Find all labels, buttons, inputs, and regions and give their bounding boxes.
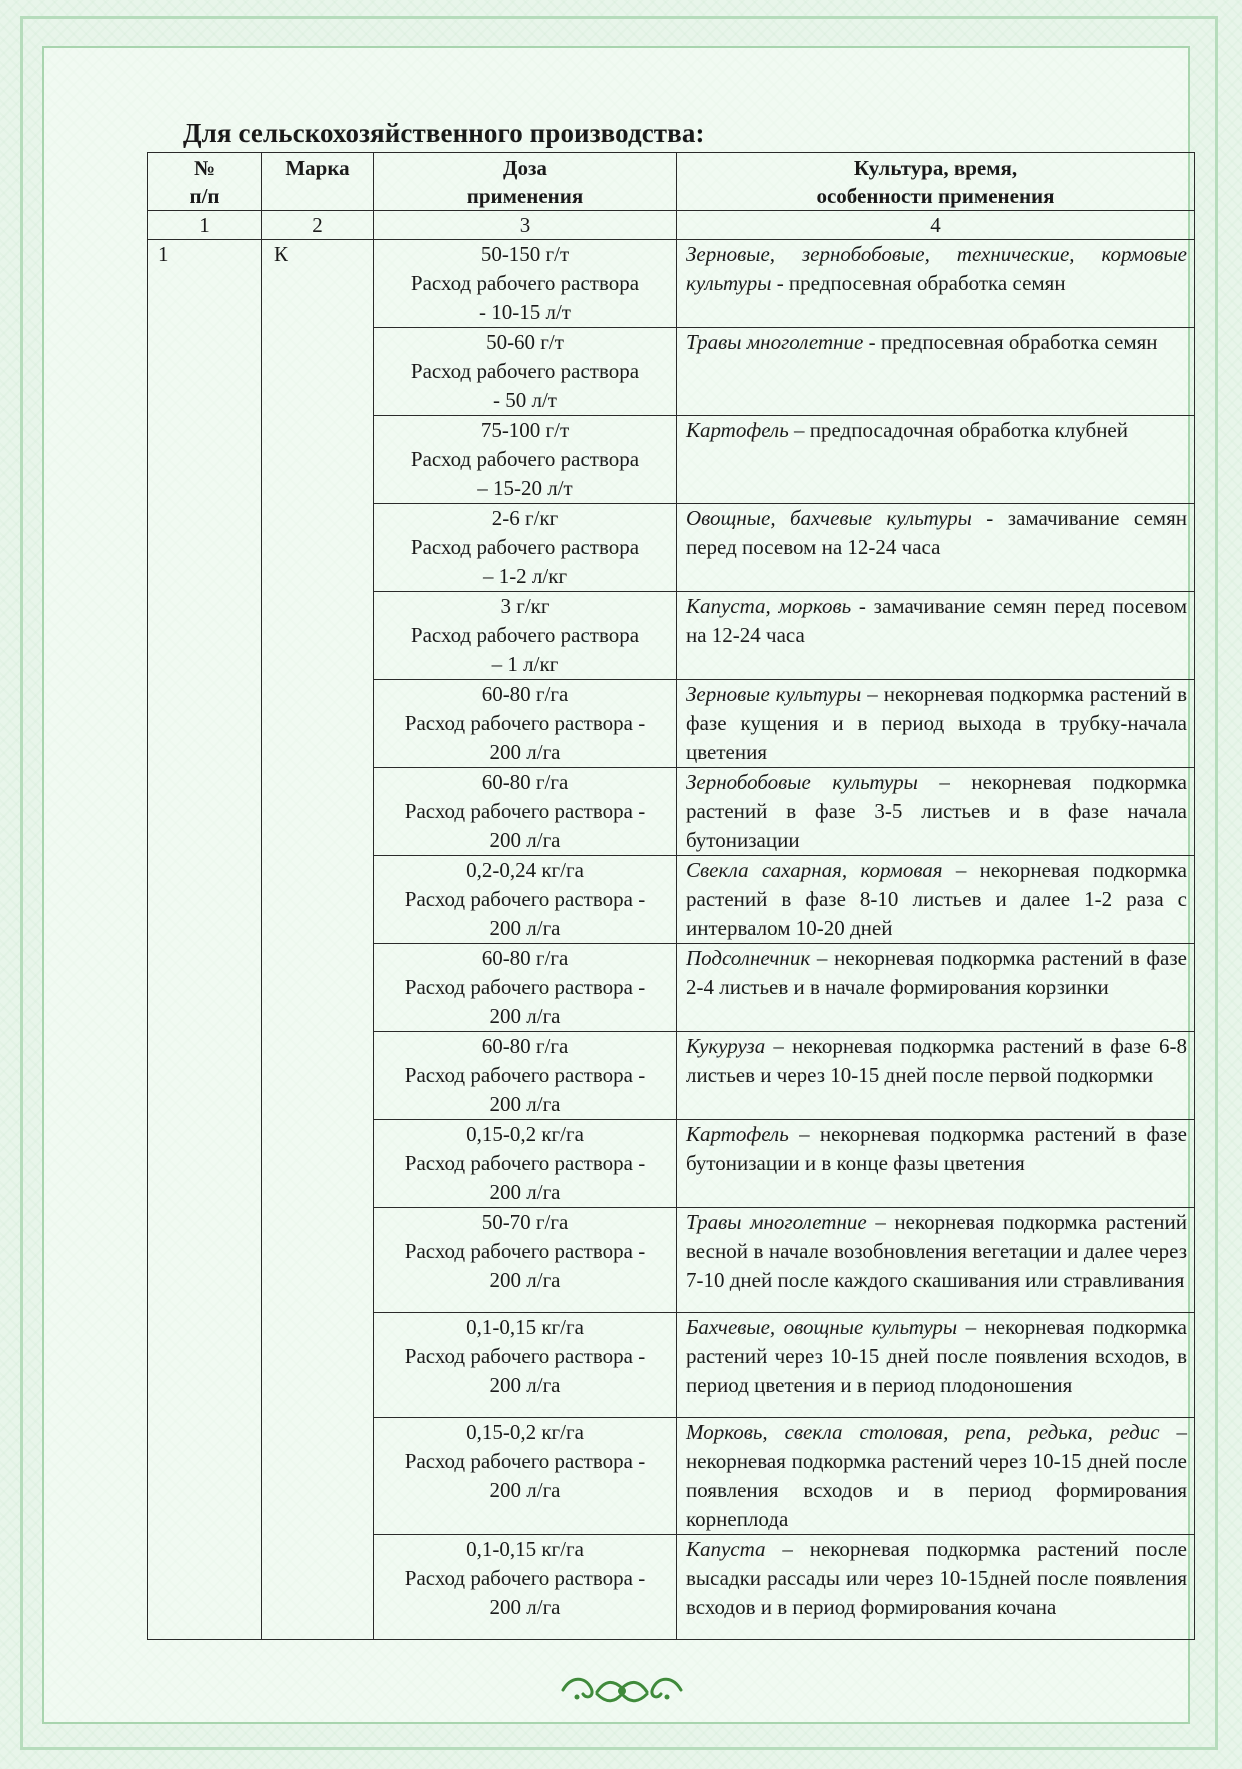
dose-line: 200 л/га bbox=[489, 828, 561, 852]
crop-name: Подсолнечник bbox=[686, 946, 811, 970]
dose-line: 0,2-0,24 кг/га bbox=[466, 858, 584, 882]
dose-line: 75-100 г/т bbox=[480, 418, 570, 442]
dose-line: 200 л/га bbox=[489, 1268, 561, 1292]
crop-usage-cell bbox=[677, 416, 1195, 504]
dose-cell bbox=[374, 944, 677, 1032]
column-number: 2 bbox=[262, 211, 374, 240]
dose-line: 50-60 г/т bbox=[486, 330, 564, 354]
dose-line: – 1 л/кг bbox=[491, 652, 559, 676]
usage-text: – некорневая подкормка растений в фазе 2-4 листьев и в начале формирования корзинки bbox=[686, 946, 1187, 999]
column-number: 4 bbox=[677, 211, 1195, 240]
crop-usage-cell bbox=[677, 592, 1195, 680]
floral-ornament-icon bbox=[557, 1670, 687, 1706]
dose-line: 50-70 г/га bbox=[481, 1210, 569, 1234]
crop-name: Капуста, морковь bbox=[686, 594, 852, 618]
section-title: Для сельскохозяйственного производства: bbox=[183, 118, 705, 148]
dose-cell bbox=[374, 1418, 677, 1535]
dose-line: Расход рабочего раствора - bbox=[404, 1449, 646, 1473]
header-brand: Марка bbox=[262, 153, 374, 211]
crop-name: Морковь, свекла столовая, репа, редька, редис bbox=[686, 1420, 1160, 1444]
header-dose-line2: применения bbox=[466, 184, 584, 208]
dose-line: Расход рабочего раствора - bbox=[404, 799, 646, 823]
dose-cell bbox=[374, 768, 677, 856]
crop-name: Зерновые, зернобобовые, технические, кормовые культуры bbox=[686, 242, 1187, 295]
dose-line: 200 л/га bbox=[489, 916, 561, 940]
header-number bbox=[148, 153, 262, 211]
dose-cell bbox=[374, 1208, 677, 1313]
usage-text: – некорневая подкормка растений через 10-15 дней после появления всходов и в период формирования корнеплода bbox=[686, 1420, 1188, 1531]
header-crop-line1: Культура, время, bbox=[853, 156, 1018, 180]
usage-text: – некорневая подкормка растений в фазе 8-10 листьев и далее 1-2 раза с интервалом 10-20 дней bbox=[686, 858, 1187, 940]
crop-name: Кукуруза bbox=[686, 1034, 766, 1058]
header-crop-line2: особенности применения bbox=[816, 184, 1055, 208]
dose-line: 0,15-0,2 кг/га bbox=[466, 1420, 584, 1444]
usage-text: – некорневая подкормка растений через 10-15 дней после появления всходов, в период цветения и в период плодоношения bbox=[686, 1315, 1187, 1397]
dose-line: Расход рабочего раствора bbox=[410, 359, 640, 383]
dose-line: 60-80 г/га bbox=[481, 946, 569, 970]
dose-cell bbox=[374, 416, 677, 504]
dose-cell bbox=[374, 680, 677, 768]
header-number-line2: п/п bbox=[189, 184, 220, 208]
usage-text: – некорневая подкормка растений в фазе кущения и в период выхода в трубку-начала цветения bbox=[686, 682, 1187, 764]
crop-usage-cell bbox=[677, 944, 1195, 1032]
dose-cell bbox=[374, 504, 677, 592]
crop-usage-cell bbox=[677, 1313, 1195, 1418]
usage-text: – некорневая подкормка растений в фазе бутонизации и в конце фазы цветения bbox=[686, 1122, 1187, 1175]
dose-line: Расход рабочего раствора - bbox=[404, 1151, 646, 1175]
dose-line: 60-80 г/га bbox=[481, 682, 569, 706]
header-crop bbox=[677, 153, 1195, 211]
crop-usage-cell bbox=[677, 1120, 1195, 1208]
dose-line: 0,1-0,15 кг/га bbox=[466, 1315, 584, 1339]
dose-line: Расход рабочего раствора bbox=[410, 623, 640, 647]
header-number-line1: № bbox=[193, 156, 216, 180]
crop-name: Овощные, бахчевые культуры bbox=[686, 506, 972, 530]
dose-cell bbox=[374, 1313, 677, 1418]
dose-line: Расход рабочего раствора - bbox=[404, 975, 646, 999]
dose-cell bbox=[374, 592, 677, 680]
dose-line: - 10-15 л/т bbox=[479, 300, 571, 324]
usage-text: - замачивание семян перед посевом на 12-24 часа bbox=[686, 594, 1188, 647]
crop-usage-cell bbox=[677, 768, 1195, 856]
brand-cell: К bbox=[262, 240, 374, 1640]
dose-line: 200 л/га bbox=[489, 1373, 561, 1397]
usage-text: – предпосадочная обработка клубней bbox=[788, 418, 1128, 442]
header-dose-line1: Доза bbox=[503, 156, 547, 180]
crop-name: Капуста bbox=[686, 1537, 766, 1561]
usage-text: - предпосевная обработка семян bbox=[863, 330, 1158, 354]
dose-line: Расход рабочего раствора - bbox=[404, 711, 646, 735]
crop-name: Бахчевые, овощные культуры bbox=[686, 1315, 958, 1339]
crop-name: Травы многолетние bbox=[686, 1210, 867, 1234]
dose-line: 50-150 г/т bbox=[480, 242, 570, 266]
crop-usage-cell bbox=[677, 240, 1195, 328]
dose-line: 0,15-0,2 кг/га bbox=[466, 1122, 584, 1146]
usage-text: – некорневая подкормка растений в фазе 3-5 листьев и в фазе начала бутонизации bbox=[686, 770, 1187, 852]
crop-name: Травы многолетние bbox=[686, 330, 864, 354]
dose-line: 200 л/га bbox=[489, 1595, 561, 1619]
dose-line: 60-80 г/га bbox=[481, 1034, 569, 1058]
crop-name: Зерновые культуры bbox=[686, 682, 862, 706]
dose-line: Расход рабочего раствора bbox=[410, 447, 640, 471]
table-row bbox=[148, 240, 1195, 328]
crop-usage-cell bbox=[677, 1208, 1195, 1313]
crop-usage-cell bbox=[677, 504, 1195, 592]
dose-line: Расход рабочего раствора - bbox=[404, 1239, 646, 1263]
dose-cell bbox=[374, 328, 677, 416]
crop-usage-cell bbox=[677, 1418, 1195, 1535]
dose-line: 200 л/га bbox=[489, 1478, 561, 1502]
dose-line: 200 л/га bbox=[489, 1180, 561, 1204]
row-number-cell: 1 bbox=[148, 240, 262, 1640]
dose-line: Расход рабочего раствора bbox=[410, 271, 640, 295]
usage-text: - предпосевная обработка семян bbox=[771, 271, 1066, 295]
dose-line: Расход рабочего раствора - bbox=[404, 1566, 646, 1590]
usage-text: – некорневая подкормка растений в фазе 6-8 листьев и через 10-15 дней после первой подкормки bbox=[686, 1034, 1187, 1087]
dose-line: 2-6 г/кг bbox=[491, 506, 559, 530]
header-dose bbox=[374, 153, 677, 211]
usage-table bbox=[147, 152, 1195, 1640]
column-number: 1 bbox=[148, 211, 262, 240]
dose-cell bbox=[374, 856, 677, 944]
column-number: 3 bbox=[374, 211, 677, 240]
dose-line: Расход рабочего раствора bbox=[410, 535, 640, 559]
usage-text: – некорневая подкормка растений весной в начале возобновления вегетации и далее через 7-10 дней после каждого скашивания или стравливания bbox=[686, 1210, 1187, 1292]
dose-line: 200 л/га bbox=[489, 1004, 561, 1028]
dose-line: 200 л/га bbox=[489, 1092, 561, 1116]
dose-line: Расход рабочего раствора - bbox=[404, 1344, 646, 1368]
crop-usage-cell bbox=[677, 328, 1195, 416]
dose-line: Расход рабочего раствора - bbox=[404, 1063, 646, 1087]
crop-name: Картофель bbox=[686, 1122, 789, 1146]
dose-line: – 15-20 л/т bbox=[477, 476, 573, 500]
dose-cell bbox=[374, 1120, 677, 1208]
column-number-row bbox=[148, 211, 1195, 240]
dose-line: 200 л/га bbox=[489, 740, 561, 764]
dose-line: 3 г/кг bbox=[500, 594, 550, 618]
table-header-row bbox=[148, 153, 1195, 211]
dose-cell bbox=[374, 1535, 677, 1640]
dose-line: – 1-2 л/кг bbox=[482, 564, 568, 588]
dose-cell bbox=[374, 240, 677, 328]
usage-text: – некорневая подкормка растений после высадки рассады или через 10-15дней после появления всходов и в период формирования кочана bbox=[686, 1537, 1187, 1619]
crop-usage-cell bbox=[677, 1032, 1195, 1120]
crop-usage-cell bbox=[677, 1535, 1195, 1640]
crop-name: Свекла сахарная, кормовая bbox=[686, 858, 943, 882]
dose-line: 60-80 г/га bbox=[481, 770, 569, 794]
dose-line: Расход рабочего раствора - bbox=[404, 887, 646, 911]
dose-line: - 50 л/т bbox=[493, 388, 557, 412]
crop-name: Зернобобовые культуры bbox=[686, 770, 918, 794]
crop-name: Картофель bbox=[686, 418, 789, 442]
crop-usage-cell bbox=[677, 856, 1195, 944]
crop-usage-cell bbox=[677, 680, 1195, 768]
dose-line: 0,1-0,15 кг/га bbox=[466, 1537, 584, 1561]
dose-cell bbox=[374, 1032, 677, 1120]
usage-text: - замачивание семян перед посевом на 12-24 часа bbox=[686, 506, 1187, 559]
